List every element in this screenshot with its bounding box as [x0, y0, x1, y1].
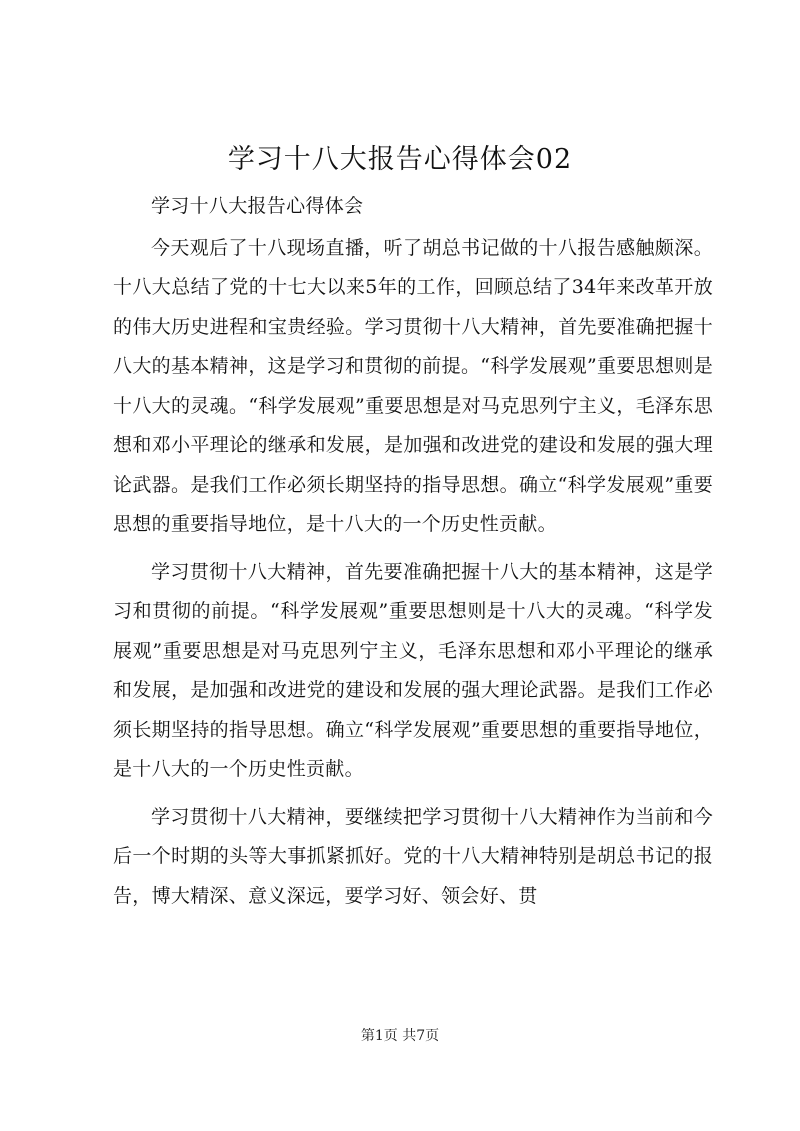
document-title: 学习十八大报告心得体会02: [227, 144, 573, 175]
page-footer: 第1页 共7页: [360, 1028, 440, 1044]
paragraph-3: 学习贯彻十八大精神，要继续把学习贯彻十八大精神作为当前和今后一个时期的头等大事抓紧抓好。党的十八大精神特别是胡总书记的报告，博大精深、意义深远，要学习好、领会好、贯: [113, 805, 713, 907]
paragraph-2: 学习贯彻十八大精神，首先要准确把握十八大的基本精神，这是学习和贯彻的前提。“科学发展观”重要思想则是十八大的灵魂。“科学发展观”重要思想是对马克思列宁主义，毛泽东思想和邓小平理论的继承和发展，是加强和改进党的建设和发展的强大理论武器。是我们工作必须长期坚持的指导思想。确立“科学发展观”重要思想的重要指导地位，是十八大的一个历史性贡献。: [113, 560, 713, 780]
paragraph-subtitle: 学习十八大报告心得体会: [151, 195, 364, 217]
paragraph-1: 今天观后了十八现场直播，听了胡总书记做的十八报告感触颇深。十八大总结了党的十七大以来5年的工作，回顾总结了34年来改革开放的伟大历史进程和宝贵经验。学习贯彻十八大精神，首先要准确把握十八大的基本精神，这是学习和贯彻的前提。“科学发展观”重要思想则是十八大的灵魂。“科学发展观”重要思想是对马克思列宁主义，毛泽东思想和邓小平理论的继承和发展，是加强和改进党的建设和发展的强大理论武器。是我们工作必须长期坚持的指导思想。确立“科学发展观”重要思想的重要指导地位，是十八大的一个历史性贡献。: [113, 236, 713, 535]
document-body: [113, 187, 713, 924]
